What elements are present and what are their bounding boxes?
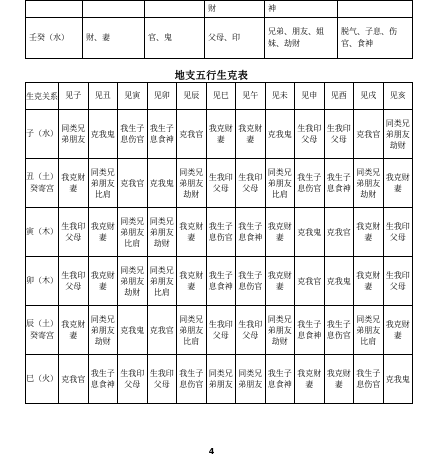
table-row xyxy=(26,355,413,404)
table-cell: 生我印父母 xyxy=(383,208,413,257)
table-cell: 同类兄弟朋友比肩 xyxy=(118,208,148,257)
table-cell: 生我印父母 xyxy=(236,306,266,355)
table-cell: 我生子息伤官 xyxy=(118,110,148,159)
top-table-cell xyxy=(26,1,83,18)
table-cell: 克我鬼 xyxy=(147,159,177,208)
header-cell: 见午 xyxy=(236,83,266,110)
table-cell: 生我印父母 xyxy=(236,159,266,208)
table-cell: 克我鬼 xyxy=(118,306,148,355)
table-cell: 我生子息食神 xyxy=(147,110,177,159)
row-label: 子（水） xyxy=(26,110,59,159)
header-cell: 见酉 xyxy=(324,83,354,110)
table-cell: 克我官 xyxy=(295,257,325,306)
table-cell: 我克财妻 xyxy=(354,208,384,257)
top-table-cell: 财、妻 xyxy=(83,18,145,59)
table-cell: 我克财妻 xyxy=(177,208,207,257)
top-table-row xyxy=(26,18,413,59)
table-cell: 我生子息食神 xyxy=(206,257,236,306)
top-table-cell: 壬癸（水） xyxy=(26,18,83,59)
table-cell: 克我官 xyxy=(147,306,177,355)
main-table xyxy=(25,82,413,404)
top-table-cell: 官、鬼 xyxy=(145,18,205,59)
table-cell: 生我印父母 xyxy=(206,306,236,355)
table-cell: 我生子息伤官 xyxy=(295,159,325,208)
table-cell: 我生子息食神 xyxy=(295,306,325,355)
table-cell: 同类兄弟朋友劫财 xyxy=(177,159,207,208)
table-cell: 生我印父母 xyxy=(147,355,177,404)
top-table-cell: 财 xyxy=(205,1,265,18)
table-cell: 我克财妻 xyxy=(59,159,89,208)
table-cell: 克我官 xyxy=(177,110,207,159)
table-title: 地支五行生克表 xyxy=(174,71,249,82)
table-cell: 同类兄弟朋友劫财 xyxy=(265,306,295,355)
header-cell: 见卯 xyxy=(147,83,177,110)
header-row xyxy=(26,83,413,110)
row-label: 寅（木） xyxy=(26,208,59,257)
top-table-cell xyxy=(83,1,145,18)
top-table-cell: 脱气、子息、伤官、食神 xyxy=(338,18,413,59)
table-cell: 我生子息食神 xyxy=(88,355,118,404)
table-cell: 生我印父母 xyxy=(295,110,325,159)
table-cell: 生我印父母 xyxy=(59,208,89,257)
top-table-cell xyxy=(145,1,205,18)
table-cell: 同类兄弟朋友 xyxy=(236,355,266,404)
table-row xyxy=(26,110,413,159)
row-label: 丑（土）癸寄宫 xyxy=(26,159,59,208)
table-cell: 同类兄弟朋友 xyxy=(59,110,89,159)
header-cell: 见戌 xyxy=(354,83,384,110)
table-cell: 生我印父母 xyxy=(118,355,148,404)
header-cell: 见寅 xyxy=(118,83,148,110)
table-cell: 克我官 xyxy=(324,208,354,257)
table-cell: 克我官 xyxy=(118,159,148,208)
table-cell: 同类兄弟朋友劫财 xyxy=(354,159,384,208)
table-cell: 我克财妻 xyxy=(383,306,413,355)
table-cell: 同类兄弟朋友劫财 xyxy=(88,306,118,355)
row-label: 巳（火） xyxy=(26,355,59,404)
table-row xyxy=(26,306,413,355)
table-cell: 克我鬼 xyxy=(88,110,118,159)
table-cell: 克我官 xyxy=(354,110,384,159)
table-cell: 我克财妻 xyxy=(354,257,384,306)
table-cell: 我克财妻 xyxy=(295,355,325,404)
table-row xyxy=(26,159,413,208)
table-cell: 我生子息伤官 xyxy=(177,355,207,404)
header-cell: 见辰 xyxy=(177,83,207,110)
table-cell: 我生子息食神 xyxy=(265,355,295,404)
header-cell: 见亥 xyxy=(383,83,413,110)
table-cell: 我生子息食神 xyxy=(324,159,354,208)
header-cell: 见申 xyxy=(295,83,325,110)
table-cell: 我克财妻 xyxy=(265,208,295,257)
table-cell: 克我鬼 xyxy=(295,208,325,257)
header-corner: 生克关系 xyxy=(26,83,59,110)
top-table-cell: 兄弟、朋友、姐妹、劫财 xyxy=(265,18,338,59)
table-cell: 我生子息食神 xyxy=(236,208,266,257)
table-cell: 生我印父母 xyxy=(206,159,236,208)
table-cell: 我生子息伤官 xyxy=(236,257,266,306)
top-table-cell xyxy=(338,1,413,18)
header-cell: 见子 xyxy=(59,83,89,110)
table-cell: 我生子息伤官 xyxy=(354,355,384,404)
table-cell: 生我印父母 xyxy=(59,257,89,306)
header-cell: 见未 xyxy=(265,83,295,110)
table-cell: 我克财妻 xyxy=(59,306,89,355)
table-cell: 同类兄弟朋友比肩 xyxy=(265,159,295,208)
top-table-cell: 神 xyxy=(265,1,338,18)
table-cell: 我克财妻 xyxy=(265,257,295,306)
top-table xyxy=(25,0,413,59)
row-label: 卯（木） xyxy=(26,257,59,306)
table-cell: 我克财妻 xyxy=(88,208,118,257)
table-cell: 我克财妻 xyxy=(177,257,207,306)
table-cell: 我克财妻 xyxy=(324,355,354,404)
table-cell: 我克财妻 xyxy=(88,257,118,306)
table-cell: 我生子息伤官 xyxy=(324,306,354,355)
table-row xyxy=(26,208,413,257)
page-number: 4 xyxy=(208,447,215,456)
header-cell: 见巳 xyxy=(206,83,236,110)
table-cell: 生我印父母 xyxy=(383,257,413,306)
table-cell: 我生子息伤官 xyxy=(206,208,236,257)
table-cell: 同类兄弟朋友比肩 xyxy=(147,257,177,306)
table-cell: 生我印父母 xyxy=(324,110,354,159)
table-cell: 同类兄弟朋友比肩 xyxy=(354,306,384,355)
table-cell: 我克财妻 xyxy=(383,159,413,208)
header-cell: 见丑 xyxy=(88,83,118,110)
table-cell: 克我鬼 xyxy=(265,110,295,159)
table-cell: 克我鬼 xyxy=(324,257,354,306)
table-cell: 同类兄弟朋友比肩 xyxy=(88,159,118,208)
top-table-row xyxy=(26,1,413,18)
table-row xyxy=(26,257,413,306)
table-cell: 同类兄弟朋友劫财 xyxy=(383,110,413,159)
table-cell: 我克财妻 xyxy=(206,110,236,159)
table-cell: 我克财妻 xyxy=(236,110,266,159)
table-cell: 克我鬼 xyxy=(383,355,413,404)
table-cell: 同类兄弟朋友劫财 xyxy=(118,257,148,306)
top-table-cell: 父母、印 xyxy=(205,18,265,59)
table-cell: 克我官 xyxy=(59,355,89,404)
table-cell: 同类兄弟朋友比肩 xyxy=(177,306,207,355)
table-cell: 同类兄弟朋友劫财 xyxy=(147,208,177,257)
row-label: 辰（土）癸寄宫 xyxy=(26,306,59,355)
table-cell: 同类兄弟朋友 xyxy=(206,355,236,404)
